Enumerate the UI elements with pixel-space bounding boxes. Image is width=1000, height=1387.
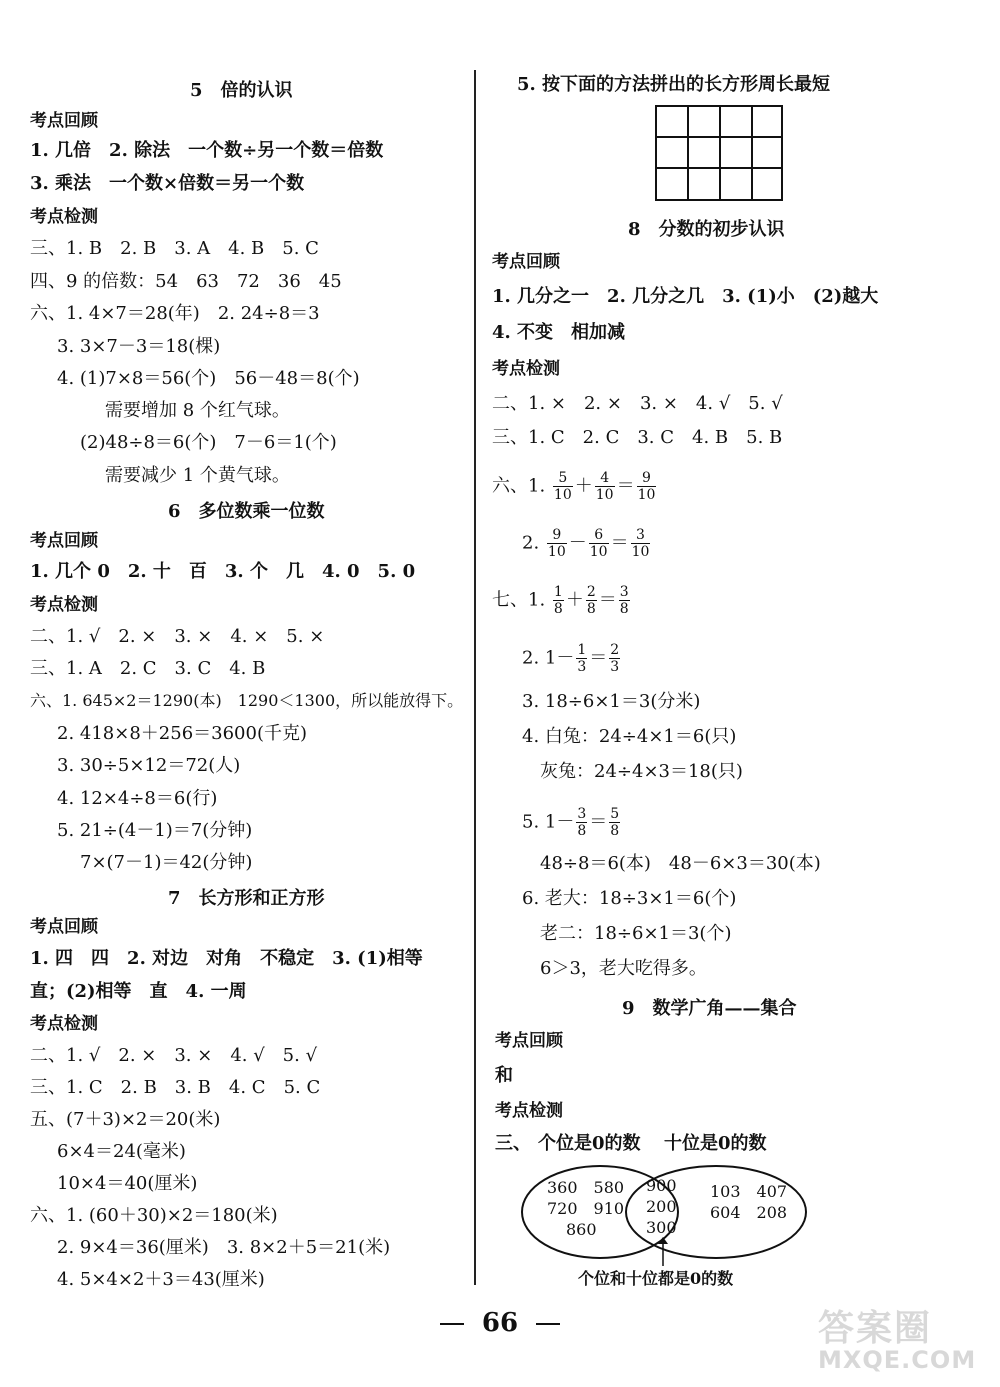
section-7-check-line-7: 2. 9×4＝36(厘米) 3. 8×2＋5＝21(米)	[57, 1237, 391, 1258]
section-8-check-line-1: 二、1. × 2. × 3. × 4. √ 5. √	[492, 393, 783, 414]
label: 七、1.	[492, 589, 546, 611]
venn-left-item: 360 580	[547, 1178, 625, 1197]
venn-right-item: 103 407	[710, 1182, 788, 1201]
section-6-check-line-8: 7×(7－1)＝42(分钟)	[80, 852, 253, 873]
fraction: $\frac{5}{10}$	[553, 470, 572, 503]
section-9-check-heading: 考点检测	[495, 1101, 563, 1121]
fraction: $\frac{2}{3}$	[610, 642, 620, 675]
section-8-check-heading: 考点检测	[492, 359, 560, 379]
section-5-review-line-2: 3. 乘法 一个数×倍数＝另一个数	[30, 173, 305, 194]
fraction: $\frac{3}{10}$	[631, 527, 650, 560]
fraction: $\frac{9}{10}$	[637, 470, 656, 503]
section-6-check-line-7: 5. 21÷(4－1)＝7(分钟)	[57, 820, 253, 841]
section-6-check-line-4: 2. 418×8＋256＝3600(千克)	[57, 723, 307, 744]
section-5-check-line-1: 三、1. B 2. B 3. A 4. B 5. C	[30, 238, 319, 259]
section-5-check-line-8: 需要减少 1 个黄气球。	[105, 465, 290, 486]
section-7-check-line-1: 二、1. √ 2. × 3. × 4. √ 5. √	[30, 1045, 318, 1066]
section-6-check-line-5: 3. 30÷5×12＝72(人)	[57, 755, 241, 776]
venn-prefix: 三、	[495, 1133, 531, 1154]
section-8-title: 8 分数的初步认识	[628, 219, 785, 240]
section-5-review-heading: 考点回顾	[30, 111, 98, 131]
section-9-review-heading: 考点回顾	[495, 1031, 563, 1051]
section-6-check-line-1: 二、1. √ 2. × 3. × 4. × 5. ×	[30, 626, 325, 647]
section-8-check-line-16: 老二：18÷6×1＝3(个)	[540, 923, 732, 944]
venn-left-item: 720 910	[547, 1199, 625, 1218]
column-divider	[474, 70, 476, 1285]
page-number-dash	[440, 1323, 464, 1325]
fraction: $\frac{9}{10}$	[547, 527, 566, 560]
section-7-review-line-1: 1. 四 四 2. 对边 对角 不稳定 3. (1)相等	[30, 948, 423, 969]
section-8-check-line-10: 3. 18÷6×1＝3(分米)	[522, 691, 701, 712]
section-8-fraction-line-2: 2. $\frac{9}{10}$ － $\frac{6}{10}$ ＝ $\frac{3}{10}$	[522, 527, 650, 560]
watermark-logo: 答案圈	[818, 1308, 933, 1349]
page-number: 66	[0, 1308, 1000, 1338]
section-8-fraction-line-1: 六、1. $\frac{5}{10}$ ＋ $\frac{4}{10}$ ＝ $\frac{9}{10}$	[492, 470, 656, 503]
venn-middle-item: 300	[646, 1218, 677, 1237]
fraction: $\frac{4}{10}$	[595, 470, 614, 503]
section-8-review-heading: 考点回顾	[492, 252, 560, 272]
section-7-check-line-4: 6×4＝24(毫米)	[57, 1141, 186, 1162]
label: 2.	[522, 532, 540, 554]
section-5-check-line-2: 四、9 的倍数：54 63 72 36 45	[30, 271, 342, 292]
fraction: $\frac{1}{8}$	[553, 584, 563, 617]
section-6-check-line-6: 4. 12×4÷8＝6(行)	[57, 788, 218, 809]
section-5-review-line-1: 1. 几倍 2. 除法 一个数÷另一个数＝倍数	[30, 140, 384, 161]
fraction: $\frac{3}{8}$	[577, 806, 587, 839]
section-5-check-line-5: 4. (1)7×8＝56(个) 56－48＝8(个)	[57, 368, 360, 389]
section-6-check-line-3: 六、1. 645×2＝1290(本) 1290＜1300，所以能放得下。	[30, 691, 464, 710]
section-7-check-line-3: 五、(7＋3)×2＝20(米)	[30, 1109, 221, 1130]
section-6-review-line-1: 1. 几个 0 2. 十 百 3. 个 几 4. 0 5. 0	[30, 561, 416, 582]
section-8-check-line-12: 灰兔：24÷4×3＝18(只)	[540, 761, 743, 782]
section-7-check-line-8: 4. 5×4×2＋3＝43(厘米)	[57, 1269, 265, 1290]
section-8-check-line-15: 6. 老大：18÷3×1＝6(个)	[522, 888, 737, 909]
square-grid-figure	[655, 105, 783, 201]
section-7-review-line-2: 直；(2)相等 直 4. 一周	[30, 981, 247, 1002]
venn-left-item: 860	[566, 1220, 597, 1239]
section-7-check-line-2: 三、1. C 2. B 3. B 4. C 5. C	[30, 1077, 321, 1098]
section-9-review-line-1: 和	[495, 1065, 513, 1086]
section-5-check-heading: 考点检测	[30, 207, 98, 227]
fraction: $\frac{2}{8}$	[586, 584, 596, 617]
fraction: $\frac{6}{10}$	[589, 527, 608, 560]
section-6-review-heading: 考点回顾	[30, 531, 98, 551]
section-9-title: 9 数学广角——集合	[622, 998, 797, 1019]
section-8-check-line-17: 6＞3，老大吃得多。	[540, 958, 707, 979]
venn-bottom-label: 个位和十位都是0的数	[578, 1269, 734, 1288]
section-5-check-line-4: 3. 3×7－3＝18(棵)	[57, 336, 221, 357]
label: 5. 1－	[522, 811, 575, 833]
page-number-dash	[536, 1323, 560, 1325]
section-7-check-line-5: 10×4＝40(厘米)	[57, 1173, 198, 1194]
section-8-check-line-11: 4. 白兔：24÷4×1＝6(只)	[522, 726, 737, 747]
venn-right-label: 十位是0的数	[664, 1133, 767, 1154]
section-6-title: 6 多位数乘一位数	[168, 501, 325, 522]
section-7-title: 7 长方形和正方形	[168, 888, 325, 909]
venn-left-label: 个位是0的数	[538, 1133, 641, 1154]
section-7-check-heading: 考点检测	[30, 1014, 98, 1034]
label: 六、1.	[492, 475, 546, 497]
fraction: $\frac{5}{8}$	[610, 806, 620, 839]
venn-pointer-arrow	[658, 1237, 668, 1244]
section-5-check-line-3: 六、1. 4×7＝28(年) 2. 24÷8＝3	[30, 303, 320, 324]
section-8-fraction-line-3: 七、1. $\frac{1}{8}$ ＋ $\frac{2}{8}$ ＝ $\frac{3}{8}$	[492, 584, 629, 617]
section-8-check-line-2: 三、1. C 2. C 3. C 4. B 5. B	[492, 427, 783, 448]
section-5-check-line-6: 需要增加 8 个红气球。	[105, 400, 290, 421]
label: 2. 1－	[522, 647, 575, 669]
section-8-fraction-line-5: 5. 1－ $\frac{3}{8}$ ＝ $\frac{5}{8}$	[522, 806, 620, 839]
section-8-fraction-line-4: 2. 1－ $\frac{1}{3}$ ＝ $\frac{2}{3}$	[522, 642, 620, 675]
section-7-review-heading: 考点回顾	[30, 917, 98, 937]
section-8-review-line-1: 1. 几分之一 2. 几分之几 3. (1)小 (2)越大	[492, 286, 879, 307]
venn-middle-item: 200	[646, 1197, 677, 1216]
section-6-check-line-2: 三、1. A 2. C 3. C 4. B	[30, 658, 266, 679]
fraction: $\frac{1}{3}$	[577, 642, 587, 675]
fraction: $\frac{3}{8}$	[619, 584, 629, 617]
section-7-check-line-6: 六、1. (60＋30)×2＝180(米)	[30, 1205, 278, 1226]
section-8-review-line-2: 4. 不变 相加减	[492, 322, 626, 343]
section-6-check-heading: 考点检测	[30, 595, 98, 615]
watermark-url: MXQE.COM	[818, 1346, 977, 1374]
section-5-title: 5 倍的认识	[190, 80, 293, 101]
section-8-check-line-14: 48÷8＝6(本) 48－6×3＝30(本)	[540, 853, 821, 874]
section-5-check-line-7: (2)48÷8＝6(个) 7－6＝1(个)	[80, 432, 337, 453]
venn-right-item: 604 208	[710, 1203, 788, 1222]
section-7-review-line-5: 5. 按下面的方法拼出的长方形周长最短	[517, 74, 831, 95]
venn-middle-item: 900	[646, 1176, 677, 1195]
